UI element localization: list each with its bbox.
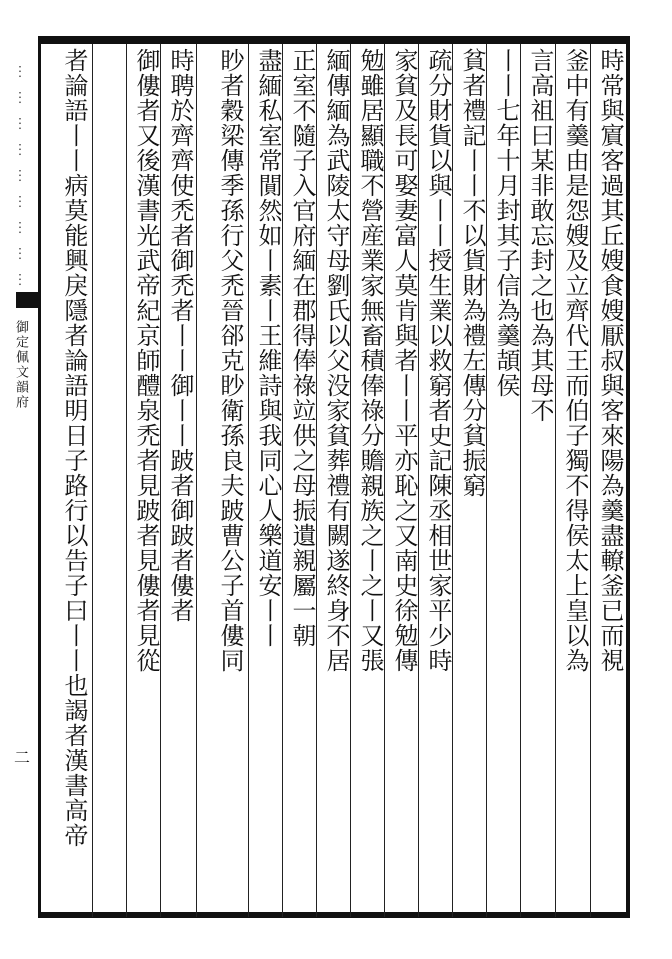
text-column-6: 疏分財貨以與丨丨授生業以救窮者史記陳丞相世家平少時 bbox=[424, 48, 452, 673]
margin-book-title: 御定佩文韻府 bbox=[13, 320, 28, 410]
text-column-10: 正室不隨子入官府緬在郡得俸祿竝供之母振遺親屬一朝 bbox=[288, 48, 316, 648]
text-column-3: 言高祖曰某非敢忘封之也為其母不 bbox=[526, 48, 554, 423]
text-column-15 bbox=[94, 48, 130, 912]
text-column-4: 丨丨七年十月封其子信為羹頡侯 bbox=[492, 48, 520, 398]
text-column-14: 御僂者又後漢書光武帝紀京師醴泉禿者見跛者見僂者見從 bbox=[132, 48, 160, 673]
bottom-border-rule bbox=[40, 912, 630, 918]
text-column-8: 勉雖居顯職不營産業家無畜積俸祿分贍親族之丨之丨又張 bbox=[356, 48, 384, 673]
text-column-16: 者論語丨丨病莫能興戾隱者論語明日子路行以告子曰丨丨也謁者漢書高帝 bbox=[60, 48, 88, 848]
top-border-rule bbox=[40, 36, 630, 44]
text-column-7: 家貧及長可娶妻富人莫肯與者丨丨平亦恥之又南史徐勉傳 bbox=[390, 48, 418, 673]
margin-page-number: 二 bbox=[14, 748, 31, 767]
text-column-13b: 時聘於齊齊使禿者御禿者丨丨御丨丨跛者御跛者僂者 bbox=[166, 48, 194, 623]
column-divider bbox=[92, 44, 93, 917]
margin-block-marker bbox=[16, 292, 38, 308]
text-column-13 bbox=[198, 48, 234, 912]
text-column-11: 盡緬私室常閴然如丨素丨王維詩與我同心人樂道安丨丨 bbox=[254, 48, 282, 648]
text-column-1: 時常與賔客過其丘嫂食嫂厭叔與客來陽為羹盡轑釜已而視 bbox=[596, 48, 624, 673]
text-column-9: 緬傳緬為武陵太守母劉氏以父没家貧葬禮有闕遂終身不居 bbox=[322, 48, 350, 673]
margin-fold-marks: ︙ ︙ ︙ ︙ ︙ ︙ ︙ ︙ ︙ bbox=[13, 65, 27, 289]
text-column-2: 釜中有羹由是怨嫂及立齊代王而伯子獨不得侯太上皇以為 bbox=[561, 48, 589, 673]
text-column-5: 貧者禮記丨丨不以貨財為禮左傳分貧振窮 bbox=[458, 48, 486, 498]
text-column-12: 眇者穀梁傳季孫行父禿晉郤克眇衛孫良夫跛曹公子首僂同 bbox=[216, 48, 244, 673]
column-divider bbox=[248, 44, 249, 917]
left-border-rule bbox=[38, 36, 41, 918]
